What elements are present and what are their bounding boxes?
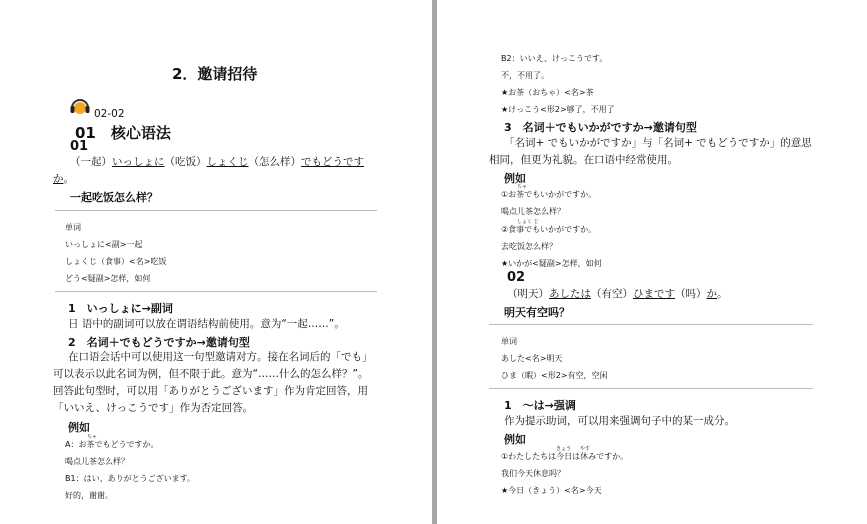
- example-label: 例如: [504, 433, 526, 446]
- ruby-cha: ちゃ: [517, 184, 528, 190]
- grammar-2-line: 「いいえ、けっこうです」作为否定回答。: [53, 402, 254, 414]
- example-line: ①お茶でもいかがですか。: [501, 190, 597, 199]
- vocab-label: 单词: [65, 223, 81, 232]
- divider: [55, 291, 377, 292]
- text-line: ★けっこう<形2>够了，不用了: [501, 105, 615, 114]
- grammar-2-line: 可以表示以此名词为例，但不限于此。意为“……什么的怎么样？”。: [53, 368, 369, 380]
- left-page: [0, 0, 432, 524]
- text-line: B2：いいえ、けっこうです。: [501, 54, 608, 63]
- grammar-1-title: 1 いっしょに→副词: [68, 302, 173, 315]
- vocab-label: 单词: [501, 337, 517, 346]
- divider: [489, 388, 813, 389]
- section-heading: 01 核心语法: [75, 124, 171, 142]
- sentence-translation: 一起吃饭怎么样？: [70, 191, 158, 204]
- grammar-4-title: 1 ～は→强调: [504, 399, 576, 412]
- vocab-item: しょくじ（食事）<名>吃饭: [65, 257, 167, 266]
- example-line: 我们今天休息吗？: [501, 469, 565, 478]
- example-line: 好的，谢谢。: [65, 491, 113, 500]
- grammar-4-text: 作为提示助词，可以用来强调句子中的某一成分。: [504, 415, 735, 427]
- sentence2-translation: 明天有空吗？: [504, 306, 570, 319]
- grammar-3-line: 「名词+ でもいかがですか」与「名词+ でもどうですか」的意思: [504, 137, 812, 149]
- ruby-shokuji: しょく じ: [517, 219, 539, 225]
- example-line: ★今日（きょう）<名>今天: [501, 486, 602, 495]
- divider: [55, 210, 377, 211]
- right-page: [437, 0, 867, 524]
- sentence-line-1: （一起）いっしょに（吃饭）しょくじ（怎么样）でもどうです: [70, 156, 364, 168]
- grammar-3-line: 相同，但更为礼貌。在口语中经常使用。: [489, 154, 678, 166]
- grammar-2-line: 在口语会话中可以使用这一句型邀请对方。接在名词后的「でも」: [68, 351, 373, 363]
- headphone-audio-icon[interactable]: [69, 96, 91, 116]
- audio-code: 02-02: [94, 108, 125, 120]
- vocab-item: どう<疑副>怎样，如何: [65, 274, 151, 283]
- chapter-title: 2．邀请招待: [172, 65, 258, 83]
- example-line: B1：はい、ありがとうございます。: [65, 474, 195, 483]
- vocab-item: ひま（暇）<形2>有空，空闲: [501, 371, 608, 380]
- example-label: 例如: [504, 172, 526, 185]
- example-line: 去吃饭怎么样？: [501, 242, 557, 251]
- example-line: ①わたしたちは今日は休みですか。: [501, 452, 629, 461]
- text-line: ★お茶（おちゃ）<名>茶: [501, 88, 594, 97]
- example-line: ②食事でもいかがですか。: [501, 225, 597, 234]
- divider: [489, 324, 813, 325]
- example-label: 例如: [68, 421, 90, 434]
- text-line: 不，不用了。: [501, 71, 549, 80]
- example-line: A：お茶でもどうですか。: [65, 440, 159, 449]
- ruby-kyou: きょう: [556, 446, 572, 452]
- vocab-item: いっしょに<副>一起: [65, 240, 143, 249]
- ruby-cha: ちゃ: [87, 434, 98, 440]
- vocab-item: あした<名>明天: [501, 354, 563, 363]
- example-line: 喝点儿茶怎么样？: [501, 207, 565, 216]
- grammar-3-title: 3 名词＋でもいかがですか→邀请句型: [504, 121, 697, 134]
- sentence2: （明天）あしたは（有空）ひまです（吗）か。: [507, 288, 728, 300]
- grammar-2-title: 2 名词＋でもどうですか→邀请句型: [68, 336, 250, 349]
- ruby-yasu: やす: [580, 446, 591, 452]
- subsection-01: 01: [70, 139, 89, 154]
- grammar-1-text: 日 语中的副词可以放在谓语结构前使用。意为“一起……”。: [68, 318, 345, 330]
- grammar-2-line: 回答此句型时，可以用「ありがとうございます」作为肯定回答，用: [53, 385, 368, 397]
- example-line: 喝点儿茶怎么样？: [65, 457, 129, 466]
- example-line: ★いかが<疑副>怎样，如何: [501, 259, 602, 268]
- subsection-02: 02: [507, 270, 526, 285]
- sentence-line-2: か。: [53, 173, 74, 185]
